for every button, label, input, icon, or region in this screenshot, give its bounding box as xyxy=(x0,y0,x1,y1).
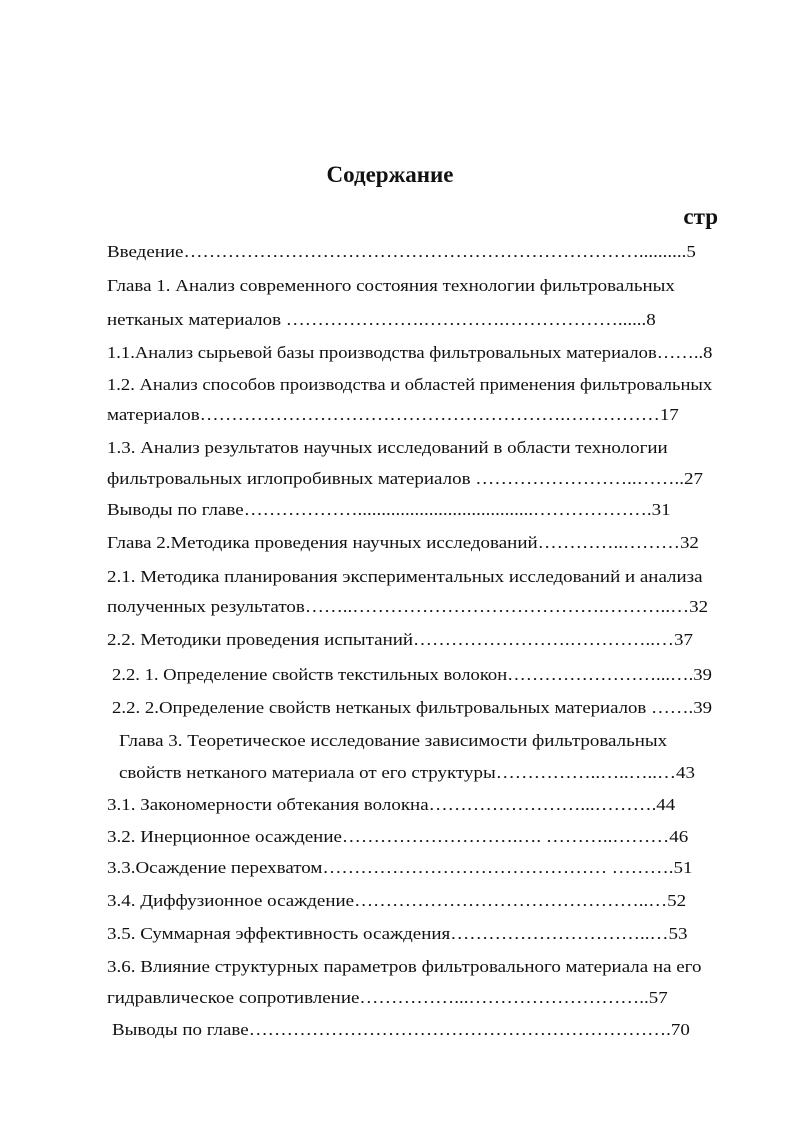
toc-entry: 2.2. 1. Определение свойств текстильных волокон……………………...….39 xyxy=(112,665,712,684)
toc-entry: Глава 1. Анализ современного состояния технологии фильтровальных xyxy=(107,276,675,295)
toc-entry: Глава 2.Методика проведения научных исследований…………..………32 xyxy=(107,533,699,552)
toc-entry: 2.2. Методики проведения испытаний…………………….…………..…37 xyxy=(107,630,693,649)
toc-entry: 2.1. Методика планирования экспериментальных исследований и анализа xyxy=(107,567,703,586)
toc-entry: Выводы по главе……………….....................................……………….31 xyxy=(107,500,671,519)
toc-entry: Введение………………………………………………………………..........5 xyxy=(107,242,696,261)
toc-entry: 1.2. Анализ способов производства и областей применения фильтровальных xyxy=(107,375,713,394)
toc-entry: Выводы по главе………………………………………………………….70 xyxy=(112,1020,690,1039)
toc-entry: материалов………………………………………………….……………17 xyxy=(107,405,679,424)
toc-entry: 3.4. Диффузионное осаждение………………………………………..…52 xyxy=(107,891,687,910)
toc-entry: 3.5. Суммарная эффективность осаждения…………………………..…53 xyxy=(107,924,688,943)
page-column-header: стр xyxy=(683,204,718,229)
toc-entry: 1.3. Анализ результатов научных исследований в области технологии xyxy=(107,438,668,457)
page-title: Содержание xyxy=(326,162,454,187)
toc-entry: нетканых материалов ………………….………….………………......8 xyxy=(107,310,656,329)
toc-entry: 3.2. Инерционное осаждение……………………….…. ………..………46 xyxy=(107,827,689,846)
toc-entry: 3.1. Закономерности обтекания волокна……………………...……….44 xyxy=(107,795,676,814)
toc-entry: 3.6. Влияние структурных параметров фильтровального материала на его xyxy=(107,957,702,976)
toc-entry: 3.3.Осаждение перехватом……………………………………… ……….51 xyxy=(107,858,693,877)
toc-entry: фильтровальных иглопробивных материалов ……………………..……..27 xyxy=(107,469,703,488)
toc-entry: полученных результатов……..………………………………….………..…32 xyxy=(107,597,709,616)
toc-entry: 2.2. 2.Определение свойств нетканых фильтровальных материалов …….39 xyxy=(112,698,713,717)
toc-entry: Глава 3. Теоретическое исследование зависимости фильтровальных xyxy=(119,731,668,750)
toc-entry: гидравлическое сопротивление……………...………………………..57 xyxy=(107,988,668,1007)
toc-entry: 1.1.Анализ сырьевой базы производства фильтровальных материалов……..8 xyxy=(107,343,713,362)
toc-entry: свойств нетканого материала от его структуры……………..…..…..…43 xyxy=(119,763,695,782)
